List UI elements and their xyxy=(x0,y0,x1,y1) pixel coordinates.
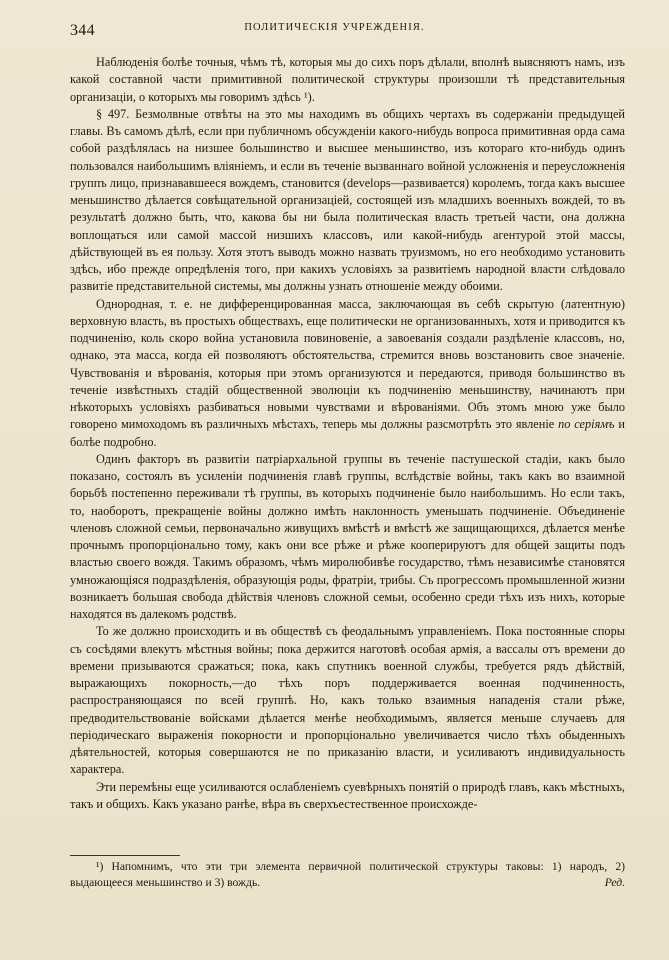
body-text xyxy=(70,54,625,813)
footnote-text: ¹) Напомнимъ, что эти три элемента первичной политической структуры таковы: 1) народъ, 2) выдающееся меньшинство и 3) вождь. xyxy=(70,860,625,889)
paragraph-6: Эти перемѣны еще усиливаются ослабленіемъ суевѣрныхъ понятій о природѣ главъ, какъ мѣстныхъ, такъ и общихъ. Какъ указано ранѣе, вѣра въ сверхъестественное происхожде- xyxy=(70,779,625,811)
paragraph-3-text: Однородная, т. е. не дифференцированная масса, заключающая въ себѣ скрытую (латентную) верховную власть, въ простыхъ обществахъ, еще политически не организованныхъ, хотя и приводится къ подчиненію, коль скоро война установила повиновеніе, а завоеванія создали раздѣленіе классовъ, но, однако, эта масса, когда ей позволяютъ обстоятельства, стремится вновь возстановить свое значеніе. Чувствованія и вѣрованія, которыя при этомъ организуются и передаются, приводя большинство въ теченіе извѣстныхъ стадій общественной эволюціи къ подчиненію меньшинству, начинаютъ при нѣкоторыхъ условіяхъ разбиваться новыми чувствами и вѣрованіями. Объ этомъ мною уже было говорено мимоходомъ въ различныхъ мѣстахъ, теперь мы должны разсмотрѣть это явленіе xyxy=(70,296,625,432)
running-title: ПОЛИТИЧЕСКІЯ УЧРЕЖДЕНІЯ. xyxy=(244,22,425,33)
editor-mark: Ред. xyxy=(604,876,625,889)
page-number: 344 xyxy=(70,22,95,39)
paragraph-3-italic: по серіямъ xyxy=(558,417,615,432)
paragraph-1: Наблюденія болѣе точныя, чѣмъ тѣ, которыя мы до сихъ поръ дѣлали, вполнѣ выясняютъ намъ, изъ какой составной части примитивной политической структуры произошли тѣ представительныя организаціи, о которыхъ мы говоримъ здѣсь ¹). xyxy=(70,55,625,104)
paragraph-2: § 497. Безмолвные отвѣты на это мы находимъ въ общихъ чертахъ въ содержаніи предыдущей главы. Въ самомъ дѣлѣ, если при публичномъ обсужденіи какого-нибудь вопроса примитивная орда сама собой раздѣлялась на низшее большинство и высшее меньшинство, изъ котораго кто-нибудь одинъ пользовался наибольшимъ вліяніемъ, и если въ теченіе вызваннаго войной усложненія и переусложненія группъ лицо, признававшееся вождемъ, становится (develops—развивается) королемъ, тогда какъ высшее меньшинство дѣлается совѣщательной организаціей, состоящей изъ младшихъ военныхъ вождей, то въ результатѣ должно быть, что, какова бы ни была политическая власть третьей части, она должна воплощаться или самой массой низшихъ классовъ, или какой-нибудь агентурой этой массы, дѣйствующей въ ея пользу. Хотя этотъ выводъ можно назвать труизмомъ, но его необходимо установить здѣсь, ибо прежде опредѣленія того, при какихъ условіяхъ за развитіемъ народной власти слѣдовало развитіе представительной системы, мы должны узнать отношеніе между обоими. xyxy=(70,106,625,294)
footnote-divider xyxy=(70,855,180,856)
footnote xyxy=(70,859,625,891)
paragraph-3 xyxy=(70,296,625,451)
paragraph-5: То же должно происходить и въ обществѣ съ феодальнымъ управленіемъ. Пока постоянные споры съ сосѣдями влекутъ мѣстныя войны; пока держится наготовѣ особая армія, а вассалы отъ времени до времени призываются сражаться; пока, какъ спутникъ военной службы, требуется рядъ дѣйствій, выражающихъ покорность,—до тѣхъ поръ поддерживается военная подчиненность, распространяющаяся по всей группѣ. Но, какъ только взаимныя нападенія стали рѣже, предводительствованіе войсками дѣлается менѣе необходимымъ, является меньше случаевъ для періодическаго выраженія покорности и пропорціонально увеличивается число тѣхъ обыденныхъ дѣятельностей, которыя совершаются не по приказанію власти, и усиливаютъ индивидуальность характера. xyxy=(70,624,625,777)
paragraph-4: Одинъ факторъ въ развитіи патріархальной группы въ теченіе пастушеской стадіи, какъ было показано, состоялъ въ усиленіи подчиненія главѣ группы, вслѣдствіе войны, такъ какъ во взаимной борьбѣ постепенно переживали тѣ группы, въ которыхъ подчиненіе было наибольшимъ. Но если такъ, то, наоборотъ, прекращеніе войны должно имѣть наклонность уменьшать подчиненіе. Объединеніе членовъ сложной семьи, первоначально живущихъ вмѣстѣ и вмѣстѣ же защищающихся, дѣлается менѣе прочнымъ пропорціонально тому, какъ они все рѣже и рѣже кооперируютъ для общей защиты подъ властью своего вождя. Такимъ образомъ, чѣмъ миролюбивѣе государство, тѣмъ независимѣе становятся умножающіяся подраздѣленія, образующія роды, фратріи, трибы. Съ прогрессомъ промышленной жизни возникаетъ большая свобода дѣйствія членовъ сложной семьи, особенно среди тѣхъ изъ нихъ, которые находятся въ далекомъ родствѣ. xyxy=(70,451,625,621)
page-header xyxy=(70,22,599,40)
paragraph-3-tail: и болѣе подробно. xyxy=(70,417,625,449)
